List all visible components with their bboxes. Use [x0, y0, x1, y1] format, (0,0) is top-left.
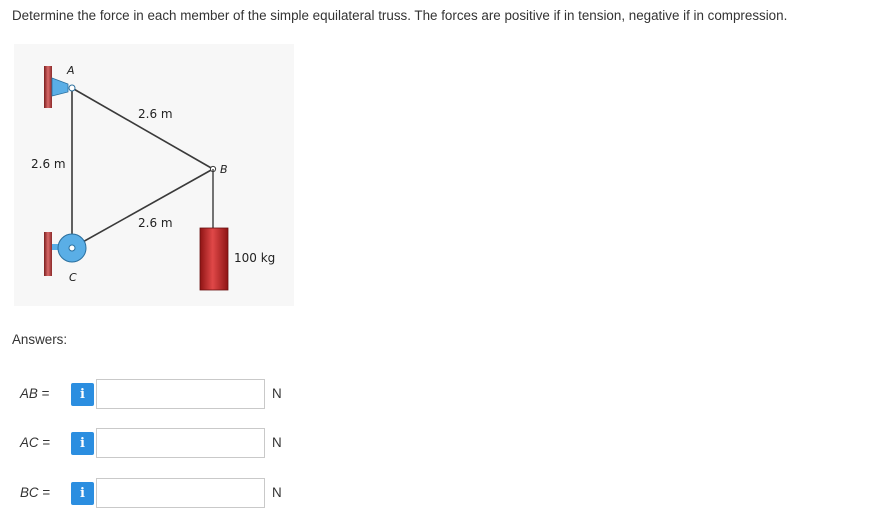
- dim-ab-label: 2.6 m: [138, 107, 173, 121]
- member-name: BC: [20, 485, 39, 500]
- answer-row-bc: [0, 478, 880, 508]
- wall-c: [44, 232, 52, 276]
- unit-label: N: [272, 435, 282, 450]
- question-text: Determine the force in each member of the simple equilateral truss. The forces are positive if in tension, negative if in compression.: [12, 8, 788, 23]
- answer-label-ab: [20, 386, 49, 401]
- member-name: AC: [20, 435, 39, 450]
- truss-figure: [14, 44, 294, 306]
- answers-heading: Answers:: [12, 332, 68, 347]
- equals-sign: =: [38, 485, 51, 500]
- equals-sign: =: [37, 386, 50, 401]
- answer-input-ab[interactable]: [96, 379, 265, 409]
- answer-label-bc: [20, 485, 50, 500]
- pin-a: [69, 85, 75, 91]
- answer-label-ac: [20, 435, 50, 450]
- info-icon[interactable]: i: [71, 432, 94, 455]
- label-a: A: [67, 64, 75, 77]
- answer-row-ab: [0, 379, 880, 409]
- unit-label: N: [272, 386, 282, 401]
- wall-a: [44, 66, 52, 108]
- info-icon[interactable]: i: [71, 482, 94, 505]
- answer-input-ac[interactable]: [96, 428, 265, 458]
- mass-label: 100 kg: [234, 251, 276, 265]
- equals-sign: =: [38, 435, 51, 450]
- label-c: C: [69, 271, 77, 284]
- info-icon[interactable]: i: [71, 383, 94, 406]
- dim-ac-label: 2.6 m: [31, 157, 66, 171]
- label-b: B: [220, 163, 228, 176]
- unit-label: N: [272, 485, 282, 500]
- weight-block: [200, 228, 228, 290]
- member-name: AB: [20, 386, 38, 401]
- pulley-c-hub: [69, 245, 75, 251]
- answer-row-ac: [0, 428, 880, 458]
- dim-bc-label: 2.6 m: [138, 216, 173, 230]
- answer-input-bc[interactable]: [96, 478, 265, 508]
